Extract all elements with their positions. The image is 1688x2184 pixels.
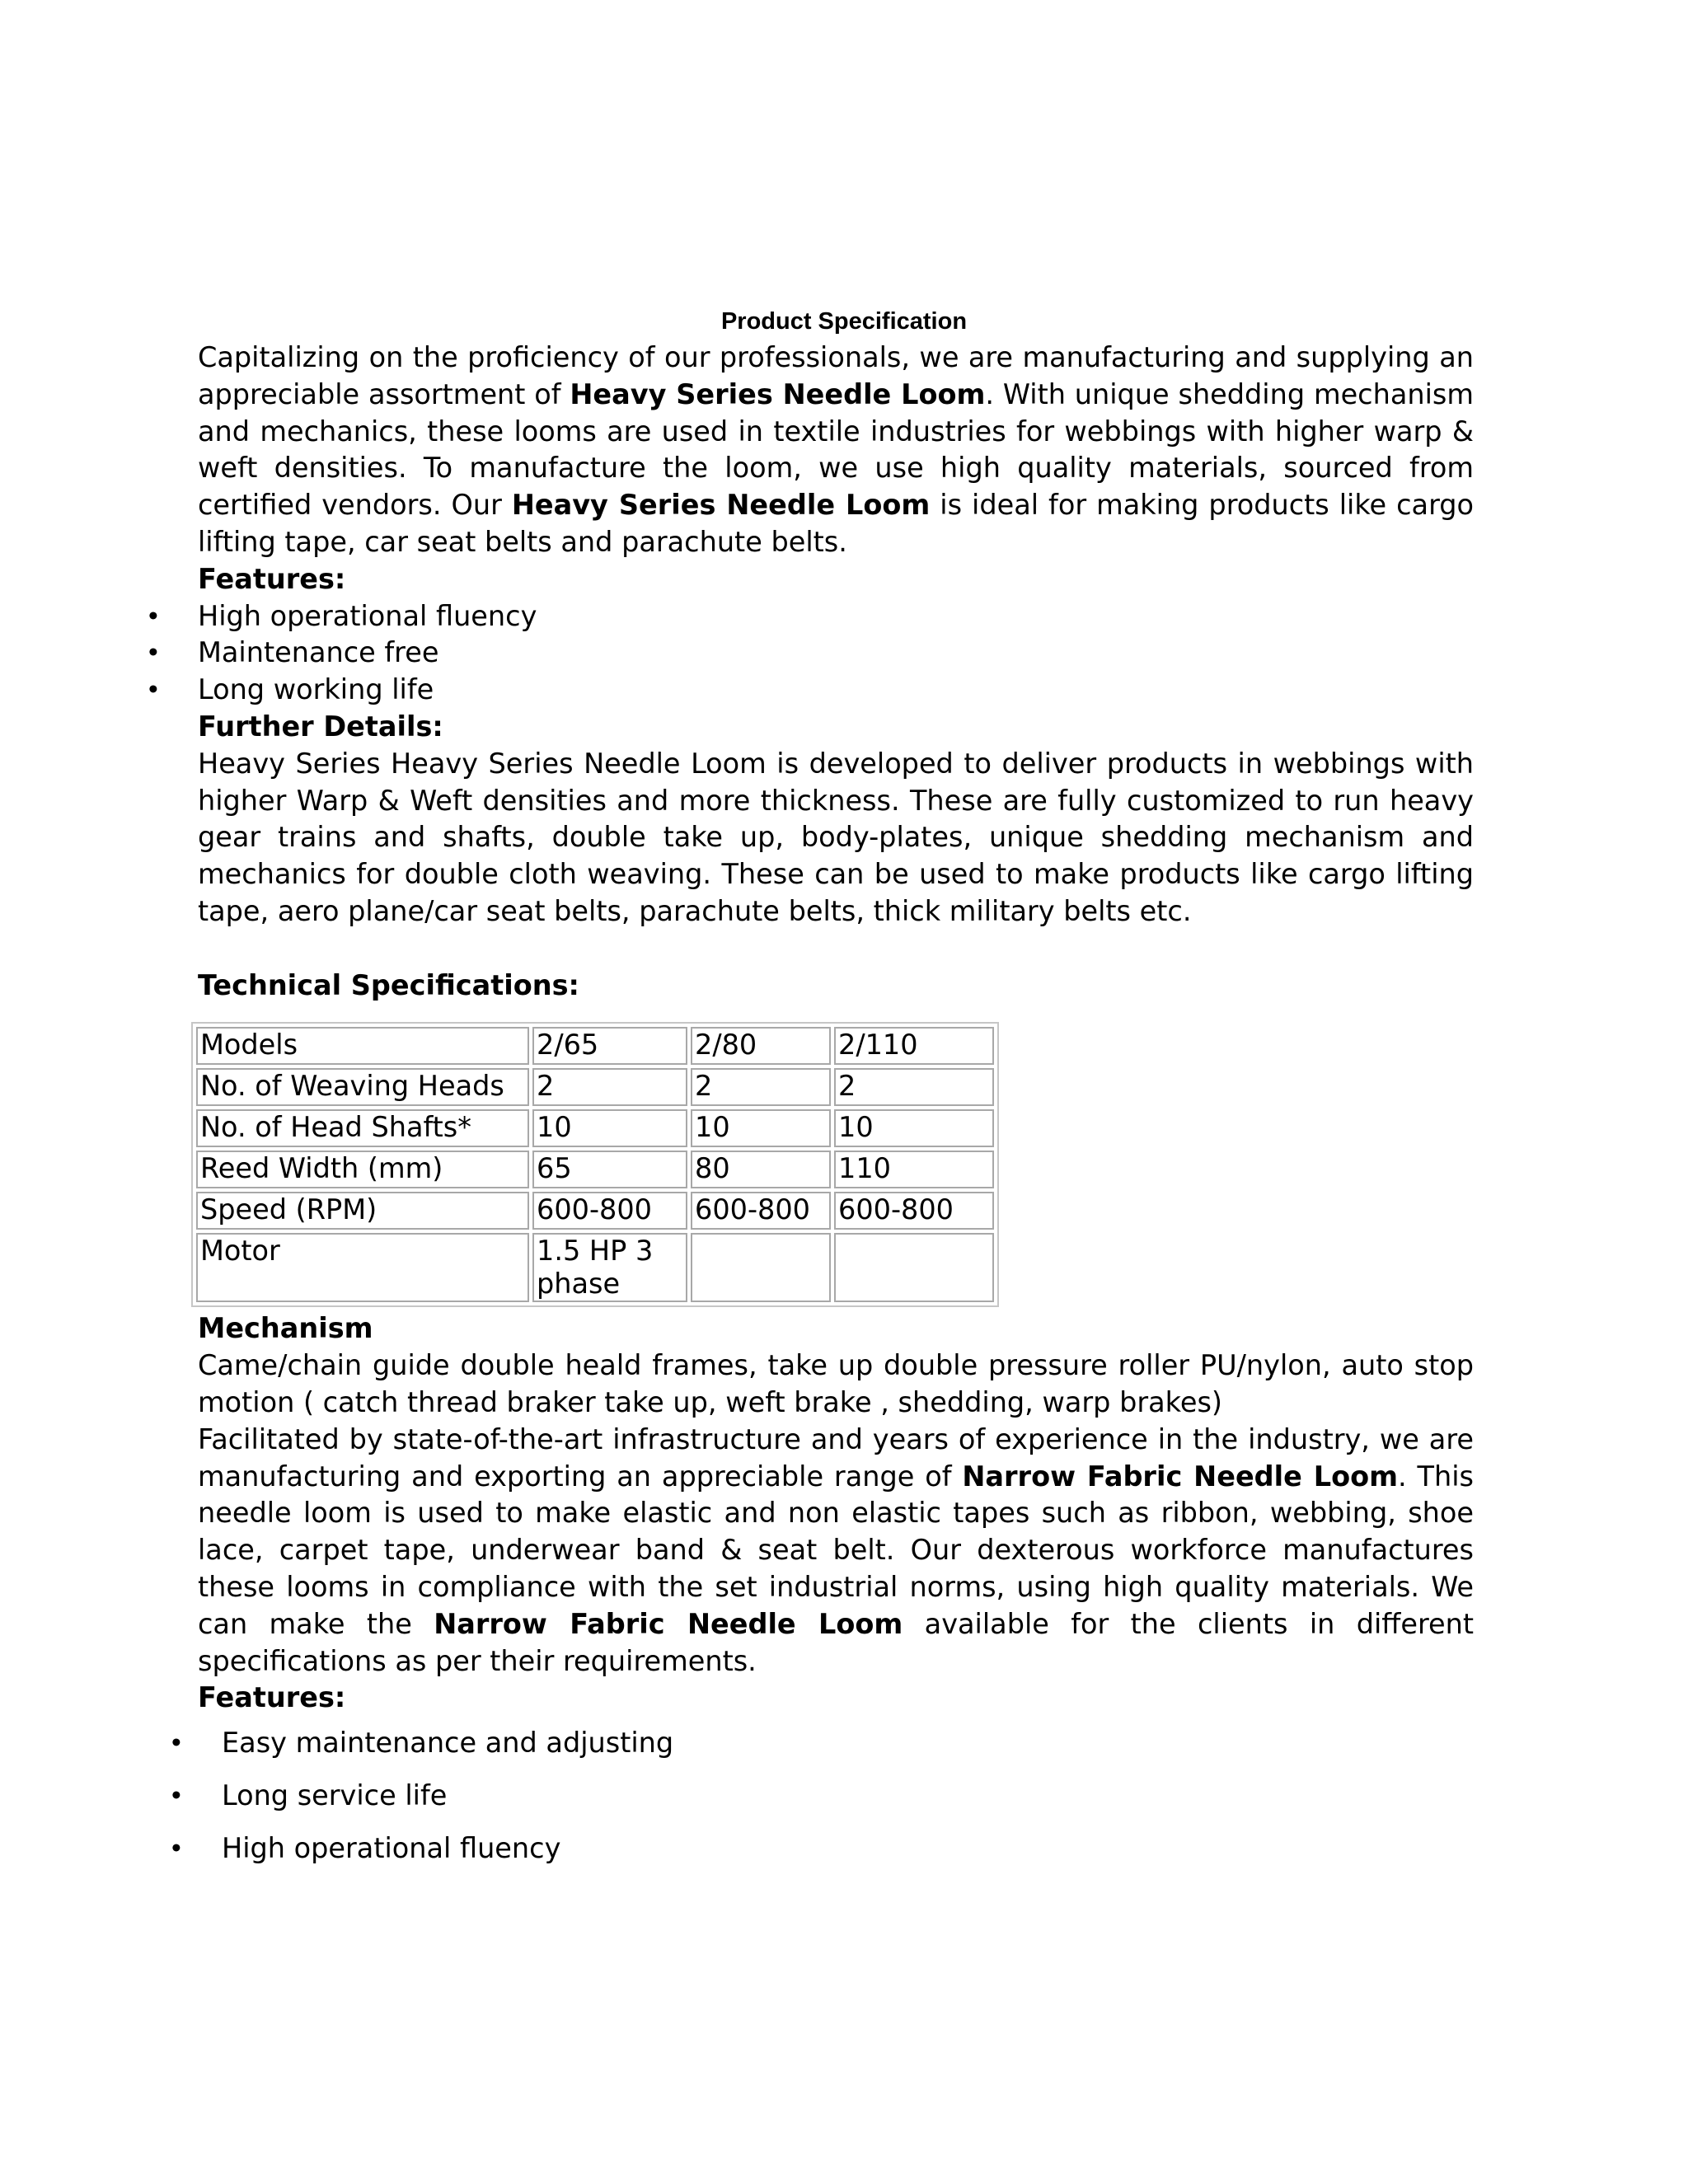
table-cell: Speed (RPM): [196, 1192, 529, 1230]
table-row: [196, 1109, 994, 1147]
list-item: • Long service life: [198, 1769, 1474, 1822]
table-cell: 80: [691, 1151, 831, 1188]
narrow-text-3: available for the clients in different specifications as per their requirements.: [198, 1607, 1474, 1677]
table-cell: 110: [834, 1151, 994, 1188]
table-cell: 10: [691, 1109, 831, 1147]
technical-specifications-heading: Technical Specifications:: [198, 968, 579, 1001]
table-cell: 600-800: [691, 1192, 831, 1230]
features-heading-1: Features:: [198, 562, 346, 595]
intro-text-2: . With unique shedding mechanism and mechanics, these looms are used in textile industries for webbings with higher warp & weft densities. To manufacture the loom, we use high quality materials, sourced from certified vendors. Our: [198, 377, 1474, 522]
table-cell: 1.5 HP 3 phase: [532, 1233, 687, 1302]
features-list-1: [198, 598, 1474, 709]
intro-paragraph: [198, 340, 1474, 561]
table-row: [196, 1233, 994, 1302]
table-row: [196, 1068, 994, 1106]
table-cell: [691, 1233, 831, 1302]
narrow-text-2: . This needle loom is used to make elastic and non elastic tapes such as ribbon, webbing, shoe lace, carpet tape, underwear band & seat belt. Our dexterous workforce manufactures these looms in compliance with the set industrial norms, using high quality materials. We can make the: [198, 1460, 1475, 1640]
table-cell: 2/80: [691, 1027, 831, 1065]
table-cell: 65: [532, 1151, 687, 1188]
table-cell: Models: [196, 1027, 529, 1065]
table-row: [196, 1192, 994, 1230]
table-cell: Motor: [196, 1233, 529, 1302]
features-list-2: [198, 1717, 1474, 1875]
table-cell: No. of Head Shafts*: [196, 1109, 529, 1147]
table-cell: 10: [834, 1109, 994, 1147]
table-cell: 2: [691, 1068, 831, 1106]
features-heading-2: Features:: [198, 1681, 346, 1714]
list-item: • High operational fluency: [198, 598, 1474, 635]
mechanism-heading: Mechanism: [198, 1312, 373, 1345]
mechanism-paragraph: Came/chain guide double heald frames, take up double pressure roller PU/nylon, auto stop motion ( catch thread braker take up, weft brake , shedding, warp brakes): [198, 1349, 1474, 1418]
specifications-table: [191, 1022, 999, 1307]
table-cell: No. of Weaving Heads: [196, 1068, 529, 1106]
spacer: [198, 930, 1474, 968]
further-details-paragraph: Heavy Series Heavy Series Needle Loom is developed to deliver products in webbings with higher Warp & Weft densities and more thickness. These are fully customized to run heavy gear trains and shafts, double take up, body-plates, unique shedding mechanism and mechanics for double cloth weaving. These can be used to make products like cargo lifting tape, aero plane/car seat belts, parachute belts, thick military belts etc.: [198, 747, 1474, 927]
narrow-product-name-2: Narrow Fabric Needle Loom: [434, 1607, 903, 1640]
table-cell: 2: [834, 1068, 994, 1106]
table-cell: [834, 1233, 994, 1302]
table-row: [196, 1151, 994, 1188]
table-cell: 2/110: [834, 1027, 994, 1065]
further-details-heading: Further Details:: [198, 710, 443, 743]
list-item: • Long working life: [198, 672, 1474, 709]
table-cell: 600-800: [834, 1192, 994, 1230]
list-item: • Maintenance free: [198, 635, 1474, 672]
narrow-text-1: Facilitated by state-of-the-art infrastructure and years of experience in the industry, we are manufacturing and exporting an appreciable range of: [198, 1422, 1474, 1493]
list-item: • Easy maintenance and adjusting: [198, 1717, 1474, 1769]
list-item: • High operational fluency: [198, 1822, 1474, 1875]
table-cell: 600-800: [532, 1192, 687, 1230]
intro-text-3: is ideal for making products like cargo lifting tape, car seat belts and parachute belts.: [198, 489, 1475, 558]
intro-product-name-2: Heavy Series Needle Loom: [511, 489, 931, 522]
table-row: [196, 1027, 994, 1065]
table-cell: 2: [532, 1068, 687, 1106]
document-body: [198, 340, 1474, 1875]
intro-product-name-1: Heavy Series Needle Loom: [570, 377, 986, 410]
narrow-product-name-1: Narrow Fabric Needle Loom: [962, 1460, 1399, 1493]
table-cell: 10: [532, 1109, 687, 1147]
table-cell: 2/65: [532, 1027, 687, 1065]
narrow-fabric-paragraph: [198, 1422, 1474, 1680]
intro-text-1: Capitalizing on the proficiency of our professionals, we are manufacturing and supplying an appreciable assortment of: [198, 341, 1474, 410]
document-title: Product Specification: [720, 308, 968, 335]
table-cell: Reed Width (mm): [196, 1151, 529, 1188]
